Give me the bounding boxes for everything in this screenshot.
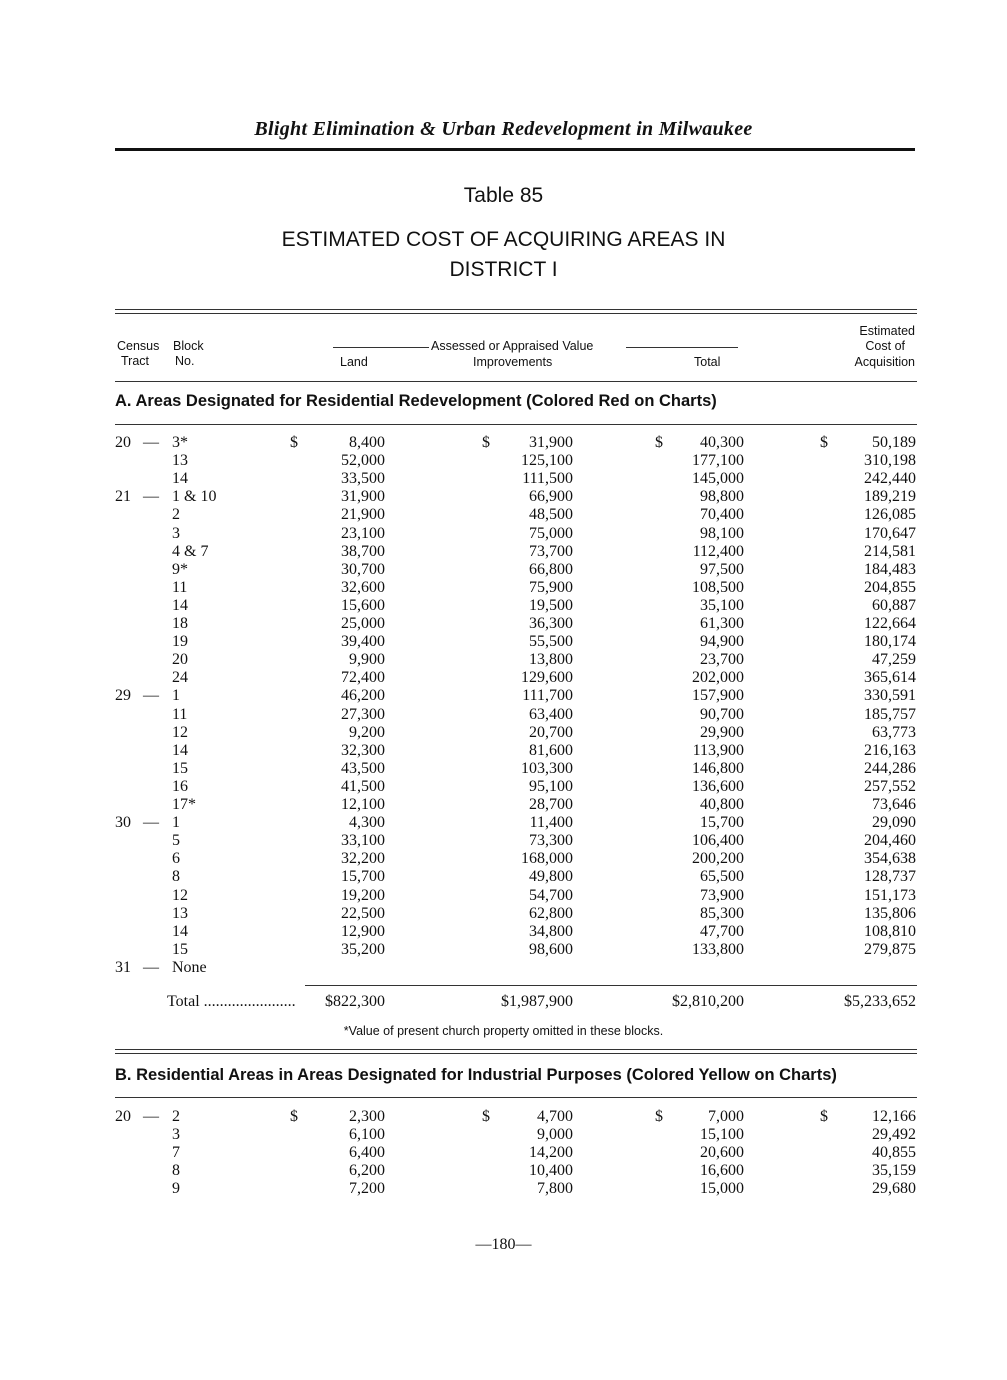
divider xyxy=(115,313,917,314)
total-value: 61,300 xyxy=(700,615,744,632)
table-row xyxy=(115,651,917,669)
acquisition-cost: 29,090 xyxy=(872,814,916,832)
acquisition-cost: 354,638 xyxy=(864,850,916,868)
land-value: 39,400 xyxy=(341,633,385,651)
total-land: $822,300 xyxy=(325,993,385,1010)
improvements-value: 63,400 xyxy=(529,705,573,723)
block-number: 1 & 10 xyxy=(172,488,217,506)
total-value: 29,900 xyxy=(700,723,744,741)
block-number: 19 xyxy=(172,633,188,651)
block-number: 14 xyxy=(172,470,188,488)
block-number: 3 xyxy=(172,1126,180,1144)
total-value: 157,900 xyxy=(692,687,744,705)
dollar-sign: $ xyxy=(482,434,490,451)
improvements-value: 34,800 xyxy=(529,922,573,940)
header-cost-of: Cost of xyxy=(865,339,905,353)
improvements-value: 98,600 xyxy=(529,940,573,958)
acquisition-cost: 73,646 xyxy=(872,796,916,813)
land-value: 23,100 xyxy=(341,524,385,542)
total-value: 106,400 xyxy=(692,832,744,850)
header-census: Census xyxy=(117,339,160,353)
dollar-sign: $ xyxy=(290,1108,298,1125)
block-number: 18 xyxy=(172,615,188,632)
total-value: 40,800 xyxy=(700,796,744,813)
acquisition-cost: 35,159 xyxy=(872,1162,916,1180)
block-number: 12 xyxy=(172,723,188,741)
land-value: 8,400 xyxy=(349,434,385,451)
total-value: 70,400 xyxy=(700,506,744,524)
section-b-heading: B. Residential Areas in Areas Designated for Industrial Purposes (Colored Yellow on Charts) xyxy=(115,1066,837,1084)
table-row xyxy=(115,760,917,778)
table-row xyxy=(115,905,917,923)
table-row xyxy=(115,941,917,959)
total-improvements: $1,987,900 xyxy=(501,993,573,1010)
block-number: 1 xyxy=(172,687,180,705)
acquisition-cost: 128,737 xyxy=(864,868,916,886)
acquisition-cost: 122,664 xyxy=(864,615,916,632)
total-value: 136,600 xyxy=(692,777,744,795)
census-tract: 31 xyxy=(115,958,131,976)
block-number: 8 xyxy=(172,868,180,886)
land-value: 25,000 xyxy=(341,615,385,632)
table-row xyxy=(115,452,917,470)
block-number: 3 xyxy=(172,524,180,542)
land-value: 12,100 xyxy=(341,796,385,813)
block-number: 4 & 7 xyxy=(172,542,209,560)
table-row xyxy=(115,687,917,705)
census-tract: 20 xyxy=(115,1108,131,1125)
improvements-value: 20,700 xyxy=(529,723,573,741)
header-total: Total xyxy=(694,355,721,369)
block-number: 24 xyxy=(172,669,188,687)
total-value: 23,700 xyxy=(700,651,744,669)
land-value: 6,200 xyxy=(349,1162,385,1180)
improvements-value: 111,700 xyxy=(522,687,573,705)
header-rule xyxy=(115,148,915,151)
acquisition-cost: 204,460 xyxy=(864,832,916,850)
improvements-value: 14,200 xyxy=(529,1144,573,1162)
land-value: 12,900 xyxy=(341,922,385,940)
acquisition-cost: 63,773 xyxy=(872,723,916,741)
footnote: *Value of present church property omitted in these blocks. xyxy=(343,1024,664,1038)
header-no: No. xyxy=(175,354,195,368)
assessed-line-left xyxy=(333,347,429,348)
table-row xyxy=(115,1108,917,1126)
total-total: $2,810,200 xyxy=(672,993,744,1010)
land-value: 6,100 xyxy=(349,1126,385,1144)
table-row xyxy=(115,669,917,687)
total-value: 112,400 xyxy=(692,542,744,560)
total-value: 85,300 xyxy=(700,904,744,922)
table-row xyxy=(115,1180,917,1198)
improvements-value: 11,400 xyxy=(529,814,573,832)
improvements-value: 111,500 xyxy=(522,470,573,488)
acquisition-cost: 216,163 xyxy=(864,741,916,759)
total-value: 133,800 xyxy=(692,940,744,958)
land-value: 32,300 xyxy=(341,741,385,759)
total-value: 98,100 xyxy=(700,524,744,542)
table-row xyxy=(115,1126,917,1144)
total-row xyxy=(115,993,917,1011)
table-row xyxy=(115,814,917,832)
divider xyxy=(115,381,917,382)
land-value: 15,700 xyxy=(341,868,385,886)
acquisition-cost: 40,855 xyxy=(872,1144,916,1162)
header-acquisition: Acquisition xyxy=(854,355,915,369)
acquisition-cost: 184,483 xyxy=(864,560,916,578)
land-value: 31,900 xyxy=(341,488,385,506)
section-a-heading: A. Areas Designated for Residential Redevelopment (Colored Red on Charts) xyxy=(115,392,717,410)
total-value: 94,900 xyxy=(700,633,744,651)
table-title-line1: ESTIMATED COST OF ACQUIRING AREAS IN xyxy=(281,228,726,251)
improvements-value: 55,500 xyxy=(529,633,573,651)
dollar-sign: $ xyxy=(820,434,828,451)
table-row xyxy=(115,796,917,814)
acquisition-cost: 185,757 xyxy=(864,705,916,723)
table-row xyxy=(115,615,917,633)
table-row xyxy=(115,724,917,742)
improvements-value: 103,300 xyxy=(521,759,573,777)
land-value: 7,200 xyxy=(349,1180,385,1198)
divider xyxy=(115,1097,917,1098)
divider xyxy=(115,1049,917,1050)
total-value: 20,600 xyxy=(700,1144,744,1162)
dollar-sign: $ xyxy=(655,434,663,451)
land-value: 38,700 xyxy=(341,542,385,560)
land-value: 4,300 xyxy=(349,814,385,832)
land-value: 15,600 xyxy=(341,596,385,614)
acquisition-cost: 135,806 xyxy=(864,904,916,922)
block-number: 14 xyxy=(172,741,188,759)
block-number: 11 xyxy=(172,705,188,723)
block-number: 14 xyxy=(172,596,188,614)
tract-dash: — xyxy=(143,687,159,705)
table-row xyxy=(115,706,917,724)
improvements-value: 168,000 xyxy=(521,850,573,868)
improvements-value: 9,000 xyxy=(537,1126,573,1144)
block-number: 11 xyxy=(172,578,188,596)
total-value: 113,900 xyxy=(692,741,744,759)
total-value: 202,000 xyxy=(692,669,744,687)
total-value: 16,600 xyxy=(700,1162,744,1180)
divider xyxy=(115,424,917,425)
total-value: 15,700 xyxy=(700,814,744,832)
census-tract: 30 xyxy=(115,814,131,832)
total-label: Total ....................... xyxy=(167,993,296,1010)
improvements-value: 49,800 xyxy=(529,868,573,886)
table-row xyxy=(115,543,917,561)
header-estimated: Estimated xyxy=(859,324,915,338)
total-value: 35,100 xyxy=(700,596,744,614)
table-row xyxy=(115,633,917,651)
total-value: 177,100 xyxy=(692,452,744,470)
table-row xyxy=(115,525,917,543)
dollar-sign: $ xyxy=(820,1108,828,1125)
land-value: 41,500 xyxy=(341,777,385,795)
table-row xyxy=(115,506,917,524)
total-value: 97,500 xyxy=(700,560,744,578)
improvements-value: 48,500 xyxy=(529,506,573,524)
table-row xyxy=(115,887,917,905)
improvements-value: 31,900 xyxy=(529,434,573,451)
total-value: 146,800 xyxy=(692,759,744,777)
land-value: 33,500 xyxy=(341,470,385,488)
block-number: 6 xyxy=(172,850,180,868)
block-number: 7 xyxy=(172,1144,180,1162)
improvements-value: 36,300 xyxy=(529,615,573,632)
table-row xyxy=(115,488,917,506)
header-block: Block xyxy=(173,339,204,353)
table-row xyxy=(115,832,917,850)
table-row xyxy=(115,868,917,886)
total-value: 98,800 xyxy=(700,488,744,506)
improvements-value: 54,700 xyxy=(529,886,573,904)
total-value: 15,000 xyxy=(700,1180,744,1198)
land-value: 32,600 xyxy=(341,578,385,596)
improvements-value: 10,400 xyxy=(529,1162,573,1180)
total-value: 73,900 xyxy=(700,886,744,904)
tract-dash: — xyxy=(143,1108,159,1125)
block-number: 9 xyxy=(172,1180,180,1198)
assessed-line-right xyxy=(626,347,738,348)
improvements-value: 13,800 xyxy=(529,651,573,669)
land-value: 32,200 xyxy=(341,850,385,868)
table-number: Table 85 xyxy=(463,184,544,207)
tract-dash: — xyxy=(143,958,159,976)
block-number: 14 xyxy=(172,922,188,940)
improvements-value: 73,300 xyxy=(529,832,573,850)
header-improvements: Improvements xyxy=(473,355,553,369)
improvements-value: 7,800 xyxy=(537,1180,573,1198)
block-number: 8 xyxy=(172,1162,180,1180)
block-number: 16 xyxy=(172,777,188,795)
table-row xyxy=(115,778,917,796)
improvements-value: 125,100 xyxy=(521,452,573,470)
land-value: 2,300 xyxy=(349,1108,385,1125)
block-number: 13 xyxy=(172,452,188,470)
acquisition-cost: 47,259 xyxy=(872,651,916,669)
block-number: 17* xyxy=(172,796,196,813)
block-number: None xyxy=(172,958,207,976)
header-land: Land xyxy=(340,355,368,369)
table-row xyxy=(115,597,917,615)
table-row xyxy=(115,561,917,579)
improvements-value: 73,700 xyxy=(529,542,573,560)
running-head: Blight Elimination & Urban Redevelopment in Milwaukee xyxy=(254,118,753,140)
total-value: 200,200 xyxy=(692,850,744,868)
land-value: 72,400 xyxy=(341,669,385,687)
improvements-value: 129,600 xyxy=(521,669,573,687)
table-title-line2: DISTRICT I xyxy=(449,258,558,281)
total-value: 145,000 xyxy=(692,470,744,488)
block-number: 13 xyxy=(172,904,188,922)
improvements-value: 66,800 xyxy=(529,560,573,578)
block-number: 15 xyxy=(172,940,188,958)
acquisition-cost: 214,581 xyxy=(864,542,916,560)
total-value: 65,500 xyxy=(700,868,744,886)
block-number: 9* xyxy=(172,560,188,578)
census-tract: 20 xyxy=(115,434,131,451)
land-value: 33,100 xyxy=(341,832,385,850)
acquisition-cost: 29,492 xyxy=(872,1126,916,1144)
census-tract: 21 xyxy=(115,488,131,506)
total-value: 108,500 xyxy=(692,578,744,596)
land-value: 43,500 xyxy=(341,759,385,777)
acquisition-cost: 180,174 xyxy=(864,633,916,651)
acquisition-cost: 29,680 xyxy=(872,1180,916,1198)
acquisition-cost: 189,219 xyxy=(864,488,916,506)
land-value: 27,300 xyxy=(341,705,385,723)
land-value: 46,200 xyxy=(341,687,385,705)
improvements-value: 81,600 xyxy=(529,741,573,759)
improvements-value: 95,100 xyxy=(529,777,573,795)
acquisition-cost: 330,591 xyxy=(864,687,916,705)
land-value: 9,900 xyxy=(349,651,385,669)
acquisition-cost: 60,887 xyxy=(872,596,916,614)
tract-dash: — xyxy=(143,814,159,832)
divider xyxy=(115,309,917,310)
acquisition-cost: 279,875 xyxy=(864,940,916,958)
block-number: 20 xyxy=(172,651,188,669)
block-number: 15 xyxy=(172,759,188,777)
block-number: 5 xyxy=(172,832,180,850)
table-row xyxy=(115,1162,917,1180)
acquisition-cost: 242,440 xyxy=(864,470,916,488)
census-tract: 29 xyxy=(115,687,131,705)
dollar-sign: $ xyxy=(655,1108,663,1125)
table-row xyxy=(115,470,917,488)
land-value: 19,200 xyxy=(341,886,385,904)
header-tract: Tract xyxy=(121,354,150,368)
dollar-sign: $ xyxy=(290,434,298,451)
total-value: 40,300 xyxy=(700,434,744,451)
acquisition-cost: 151,173 xyxy=(864,886,916,904)
land-value: 52,000 xyxy=(341,452,385,470)
table-row xyxy=(115,742,917,760)
divider xyxy=(115,1053,917,1054)
acquisition-cost: 170,647 xyxy=(864,524,916,542)
acquisition-cost: 12,166 xyxy=(872,1108,916,1125)
land-value: 35,200 xyxy=(341,940,385,958)
header-assessed: Assessed or Appraised Value xyxy=(431,339,594,353)
improvements-value: 66,900 xyxy=(529,488,573,506)
table-row xyxy=(115,1144,917,1162)
acquisition-cost: 365,614 xyxy=(864,669,916,687)
block-number: 12 xyxy=(172,886,188,904)
block-number: 2 xyxy=(172,1108,180,1125)
improvements-value: 4,700 xyxy=(537,1108,573,1125)
land-value: 6,400 xyxy=(349,1144,385,1162)
acquisition-cost: 244,286 xyxy=(864,759,916,777)
improvements-value: 62,800 xyxy=(529,904,573,922)
acquisition-cost: 50,189 xyxy=(872,434,916,451)
total-value: 7,000 xyxy=(708,1108,744,1125)
land-value: 22,500 xyxy=(341,904,385,922)
dollar-sign: $ xyxy=(482,1108,490,1125)
table-row xyxy=(115,579,917,597)
total-label-text: Total xyxy=(167,993,200,1010)
acquisition-cost: 310,198 xyxy=(864,452,916,470)
table-row xyxy=(115,959,917,977)
acquisition-cost: 108,810 xyxy=(864,922,916,940)
improvements-value: 75,000 xyxy=(529,524,573,542)
block-number: 2 xyxy=(172,506,180,524)
total-acquisition: $5,233,652 xyxy=(844,993,916,1010)
total-value: 47,700 xyxy=(700,922,744,940)
tract-dash: — xyxy=(143,488,159,506)
table-row xyxy=(115,923,917,941)
block-number: 3* xyxy=(172,434,188,451)
acquisition-cost: 204,855 xyxy=(864,578,916,596)
total-value: 90,700 xyxy=(700,705,744,723)
block-number: 1 xyxy=(172,814,180,832)
tract-dash: — xyxy=(143,434,159,451)
land-value: 21,900 xyxy=(341,506,385,524)
total-value: 15,100 xyxy=(700,1126,744,1144)
acquisition-cost: 126,085 xyxy=(864,506,916,524)
improvements-value: 28,700 xyxy=(529,796,573,813)
land-value: 30,700 xyxy=(341,560,385,578)
page-number: —180— xyxy=(475,1236,532,1253)
table-row xyxy=(115,850,917,868)
land-value: 9,200 xyxy=(349,723,385,741)
acquisition-cost: 257,552 xyxy=(864,777,916,795)
table-row xyxy=(115,434,917,452)
total-rule xyxy=(305,985,917,986)
improvements-value: 75,900 xyxy=(529,578,573,596)
improvements-value: 19,500 xyxy=(529,596,573,614)
